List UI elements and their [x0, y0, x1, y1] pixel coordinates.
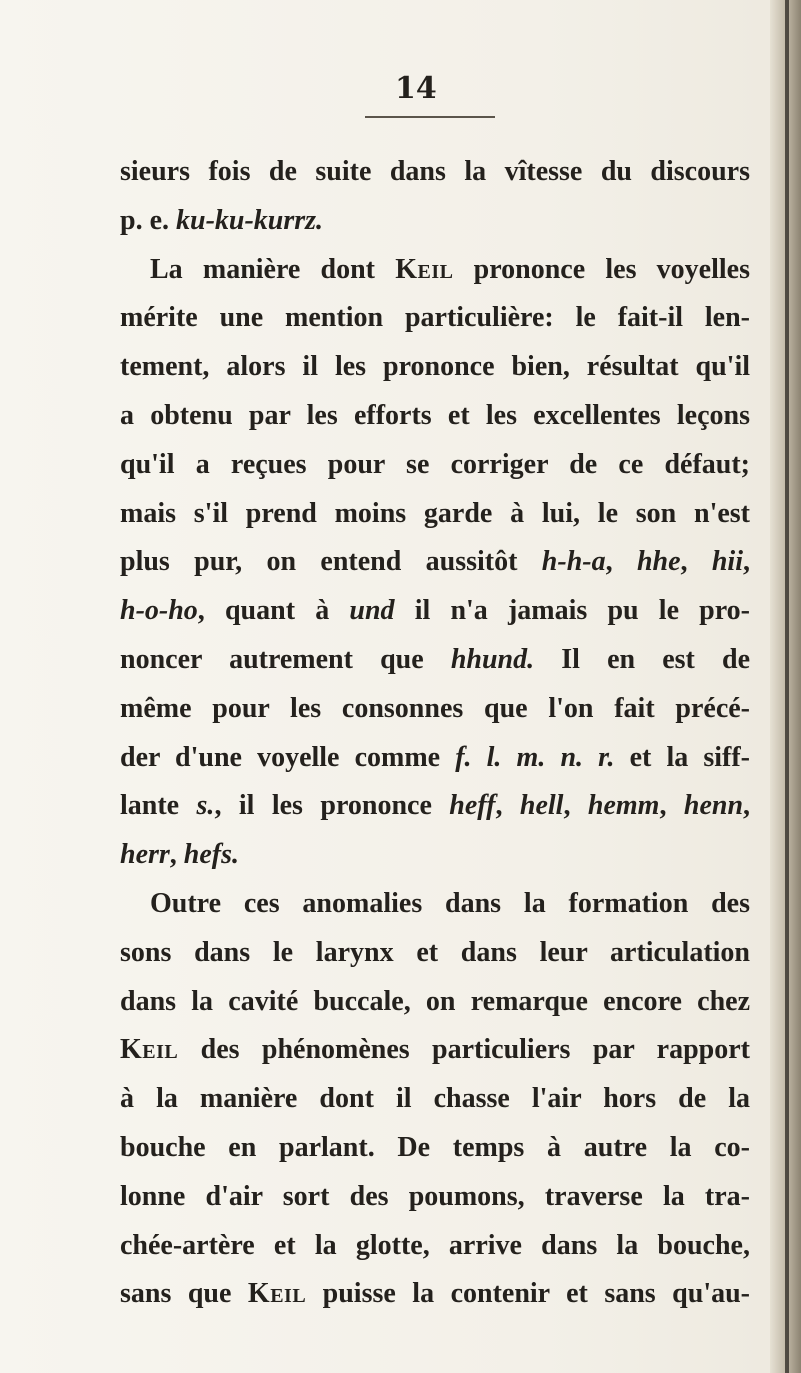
name-smallcaps: Keil [247, 1278, 307, 1310]
text-segment: sons dans le larynx et dans leur articulation [120, 936, 750, 968]
text-line [120, 148, 750, 197]
page-number-rule [365, 116, 495, 118]
text-segment: Outre ces anomalies dans la formation des [150, 887, 750, 919]
text-segment: p. e. [120, 204, 176, 236]
binding-edge [785, 0, 789, 1373]
text-segment: plus pur, on entend aussitôt [120, 546, 542, 578]
text-line [120, 490, 750, 539]
text-segment: , [680, 546, 712, 578]
text-segment: dans la cavité buccale, on remarque encore chez [120, 985, 750, 1017]
italic-text: herr [120, 839, 170, 871]
text-line [120, 538, 750, 587]
text-line [120, 782, 750, 831]
text-line [120, 246, 750, 295]
text-segment: et la siff- [614, 741, 751, 773]
text-line [120, 197, 750, 246]
text-line [120, 1124, 750, 1173]
italic-text: s. [196, 790, 215, 822]
text-segment: , [605, 546, 637, 578]
book-gutter [770, 0, 801, 1373]
text-segment: , [563, 790, 588, 822]
text-segment: tement, alors il les prononce bien, résultat qu'il [120, 351, 750, 383]
italic-text: f. l. m. n. r. [455, 741, 615, 773]
text-line [120, 734, 750, 783]
text-segment: Il en est de [534, 643, 750, 675]
text-line [120, 441, 750, 490]
page-number: 14 [395, 71, 437, 106]
text-segment: bouche en parlant. De temps à autre la co- [120, 1131, 750, 1163]
text-line [120, 636, 750, 685]
italic-text: hii [711, 546, 743, 578]
italic-text: und [349, 595, 395, 627]
italic-text: henn [683, 790, 744, 822]
text-line [120, 978, 750, 1027]
italic-text: hefs. [183, 839, 240, 871]
text-line [120, 392, 750, 441]
text-segment: , [659, 790, 684, 822]
text-segment: La manière dont [150, 253, 396, 285]
text-segment: lante [120, 790, 197, 822]
text-line [120, 1026, 750, 1075]
italic-text: hhe [636, 546, 681, 578]
text-line [120, 587, 750, 636]
text-segment: , il les prononce [214, 790, 450, 822]
text-segment: der d'une voyelle comme [120, 741, 456, 773]
text-segment: sieurs fois de suite dans la vîtesse du discours [120, 156, 750, 187]
text-segment: a obtenu par les efforts et les excellentes leçons [120, 399, 750, 431]
text-line [120, 831, 750, 880]
text-line [120, 929, 750, 978]
text-line [120, 685, 750, 734]
text-segment: puisse la contenir et sans qu'au- [306, 1278, 750, 1310]
text-segment: mérite une mention particulière: le fait-il len- [120, 302, 750, 334]
text-segment: , [495, 790, 520, 822]
italic-text: hemm [587, 790, 660, 822]
text-segment: , [169, 839, 184, 871]
italic-text: ku-ku-kurrz. [176, 204, 324, 236]
body-text [120, 148, 750, 1319]
name-smallcaps: Keil [120, 1034, 179, 1066]
text-line [120, 343, 750, 392]
italic-text: heff [449, 790, 496, 822]
text-segment: à la manière dont il chasse l'air hors de la [120, 1083, 750, 1115]
name-smallcaps: Keil [395, 253, 454, 285]
text-segment: qu'il a reçues pour se corriger de ce défaut; [120, 448, 750, 480]
text-segment: , [743, 546, 750, 578]
text-segment: même pour les consonnes que l'on fait précé- [120, 692, 750, 724]
text-line [120, 294, 750, 343]
text-segment: , quant à [197, 595, 350, 627]
text-line [120, 1270, 750, 1319]
italic-text: h-o-ho [120, 595, 198, 627]
italic-text: hhund. [450, 643, 535, 675]
text-segment: mais s'il prend moins garde à lui, le son n'est [120, 497, 750, 529]
text-line [120, 1075, 750, 1124]
text-segment: prononce les voyelles [453, 253, 750, 285]
text-line [120, 1173, 750, 1222]
text-segment: noncer autrement que [120, 643, 451, 675]
text-segment: lonne d'air sort des poumons, traverse la tra- [120, 1180, 750, 1212]
text-line [120, 1222, 750, 1271]
text-segment: des phénomènes particuliers par rapport [178, 1034, 750, 1066]
italic-text: h-h-a [541, 546, 606, 578]
text-line [120, 880, 750, 929]
text-segment: sans que [120, 1278, 248, 1310]
text-segment: , [743, 790, 751, 822]
text-segment: il n'a jamais pu le pro- [394, 595, 750, 627]
italic-text: hell [519, 790, 564, 822]
text-segment: chée-artère et la glotte, arrive dans la bouche, [120, 1229, 750, 1261]
